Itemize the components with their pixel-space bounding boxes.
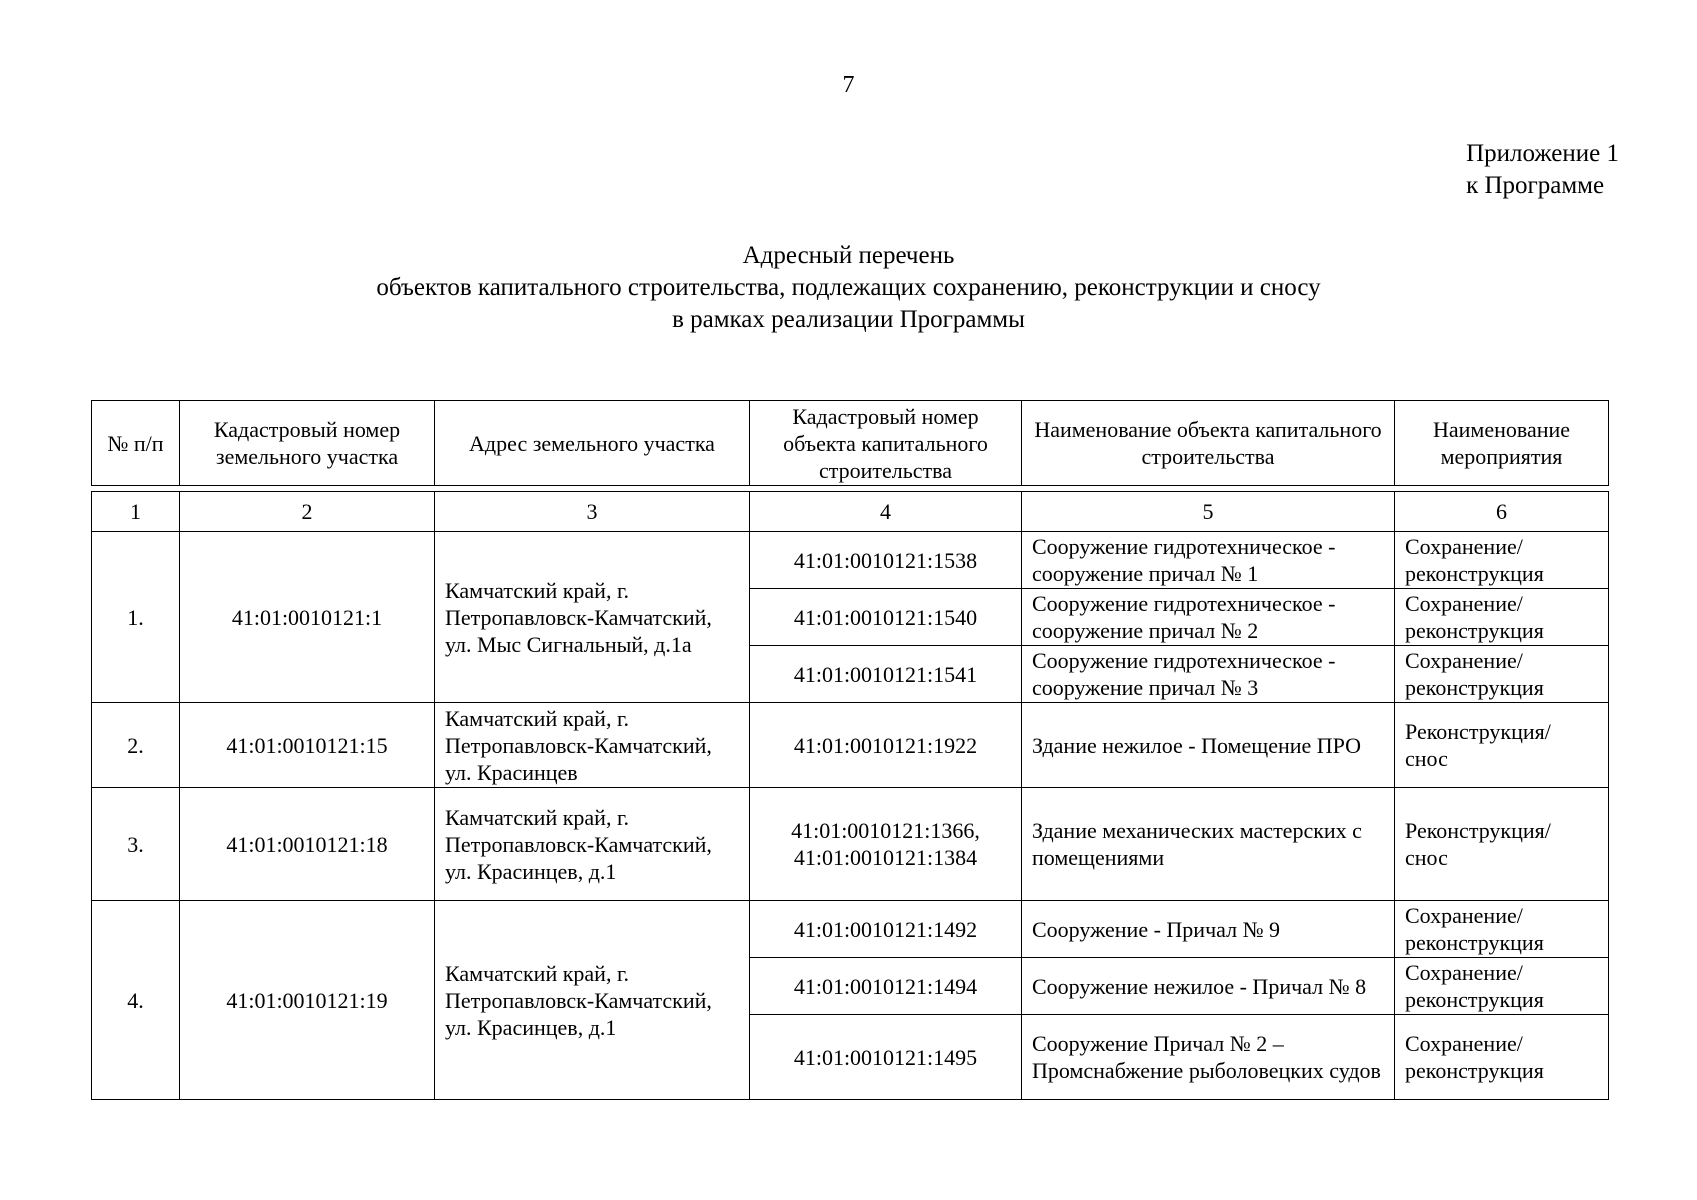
column-number: 2: [180, 492, 435, 532]
title-line-1: Адресный перечень: [742, 242, 955, 269]
object-cadastral-number: 41:01:0010121:1366, 41:01:0010121:1384: [750, 788, 1022, 901]
row-number: 3.: [92, 788, 180, 901]
action-name: Реконструкция/ снос: [1395, 703, 1609, 788]
column-number: 1: [92, 492, 180, 532]
land-cadastral-number: 41:01:0010121:1: [180, 532, 435, 703]
land-address: Камчатский край, г. Петропавловск-Камчатский, ул. Красинцев: [435, 703, 750, 788]
header-action: Наименование мероприятия: [1395, 401, 1609, 486]
object-name: Сооружение - Причал № 9: [1022, 901, 1395, 958]
row-number: 1.: [92, 532, 180, 703]
header-land-cadastral: Кадастровый номер земельного участка: [180, 401, 435, 486]
land-address: Камчатский край, г. Петропавловск-Камчатский, ул. Мыс Сигнальный, д.1а: [435, 532, 750, 703]
action-name: Сохранение/ реконструкция: [1395, 532, 1609, 589]
action-name: Сохранение/ реконструкция: [1395, 958, 1609, 1015]
action-name: Сохранение/ реконструкция: [1395, 1015, 1609, 1100]
land-address: Камчатский край, г. Петропавловск-Камчатский, ул. Красинцев, д.1: [435, 901, 750, 1100]
column-number: 5: [1022, 492, 1395, 532]
object-name: Здание механических мастерских с помещениями: [1022, 788, 1395, 901]
column-number: 4: [750, 492, 1022, 532]
header-table: [91, 400, 1609, 486]
header-land-address: Адрес земельного участка: [435, 401, 750, 486]
header-number: № п/п: [92, 401, 180, 486]
object-name: Сооружение гидротехническое - сооружение причал № 2: [1022, 589, 1395, 646]
action-name: Сохранение/ реконструкция: [1395, 646, 1609, 703]
land-cadastral-number: 41:01:0010121:19: [180, 901, 435, 1100]
object-name: Сооружение гидротехническое - сооружение причал № 3: [1022, 646, 1395, 703]
object-cadastral-number: 41:01:0010121:1540: [750, 589, 1022, 646]
table-row: [92, 532, 1609, 589]
object-name: Сооружение нежилое - Причал № 8: [1022, 958, 1395, 1015]
column-number: 6: [1395, 492, 1609, 532]
action-name: Сохранение/ реконструкция: [1395, 901, 1609, 958]
object-cadastral-number: 41:01:0010121:1538: [750, 532, 1022, 589]
appendix-line-1: Приложение 1: [1466, 140, 1619, 167]
row-number: 4.: [92, 901, 180, 1100]
column-number: 3: [435, 492, 750, 532]
land-cadastral-number: 41:01:0010121:15: [180, 703, 435, 788]
object-name: Сооружение гидротехническое - сооружение причал № 1: [1022, 532, 1395, 589]
appendix-note: [1466, 138, 1619, 202]
action-name: Сохранение/ реконструкция: [1395, 589, 1609, 646]
table-row: [92, 703, 1609, 788]
title-line-2: объектов капитального строительства, подлежащих сохранению, реконструкции и сносу: [376, 274, 1321, 301]
table-row: [92, 901, 1609, 958]
title-line-3: в рамках реализации Программы: [672, 306, 1025, 333]
page-number: 7: [842, 72, 855, 98]
object-cadastral-number: 41:01:0010121:1494: [750, 958, 1022, 1015]
object-cadastral-number: 41:01:0010121:1541: [750, 646, 1022, 703]
table-row: [92, 788, 1609, 901]
object-cadastral-number: 41:01:0010121:1492: [750, 901, 1022, 958]
header-object-name: Наименование объекта капитального строительства: [1022, 401, 1395, 486]
object-cadastral-number: 41:01:0010121:1922: [750, 703, 1022, 788]
objects-table: [91, 491, 1609, 1100]
land-address: Камчатский край, г. Петропавловск-Камчатский, ул. Красинцев, д.1: [435, 788, 750, 901]
object-cadastral-number: 41:01:0010121:1495: [750, 1015, 1022, 1100]
object-name: Сооружение Причал № 2 – Промснабжение рыболовецких судов: [1022, 1015, 1395, 1100]
column-number-row: [92, 492, 1609, 532]
header-object-cadastral: Кадастровый номер объекта капитального строительства: [750, 401, 1022, 486]
object-name: Здание нежилое - Помещение ПРО: [1022, 703, 1395, 788]
appendix-line-2: к Программе: [1466, 172, 1605, 199]
row-number: 2.: [92, 703, 180, 788]
document-title: [0, 240, 1697, 336]
action-name: Реконструкция/ снос: [1395, 788, 1609, 901]
land-cadastral-number: 41:01:0010121:18: [180, 788, 435, 901]
header-row: [92, 401, 1609, 486]
